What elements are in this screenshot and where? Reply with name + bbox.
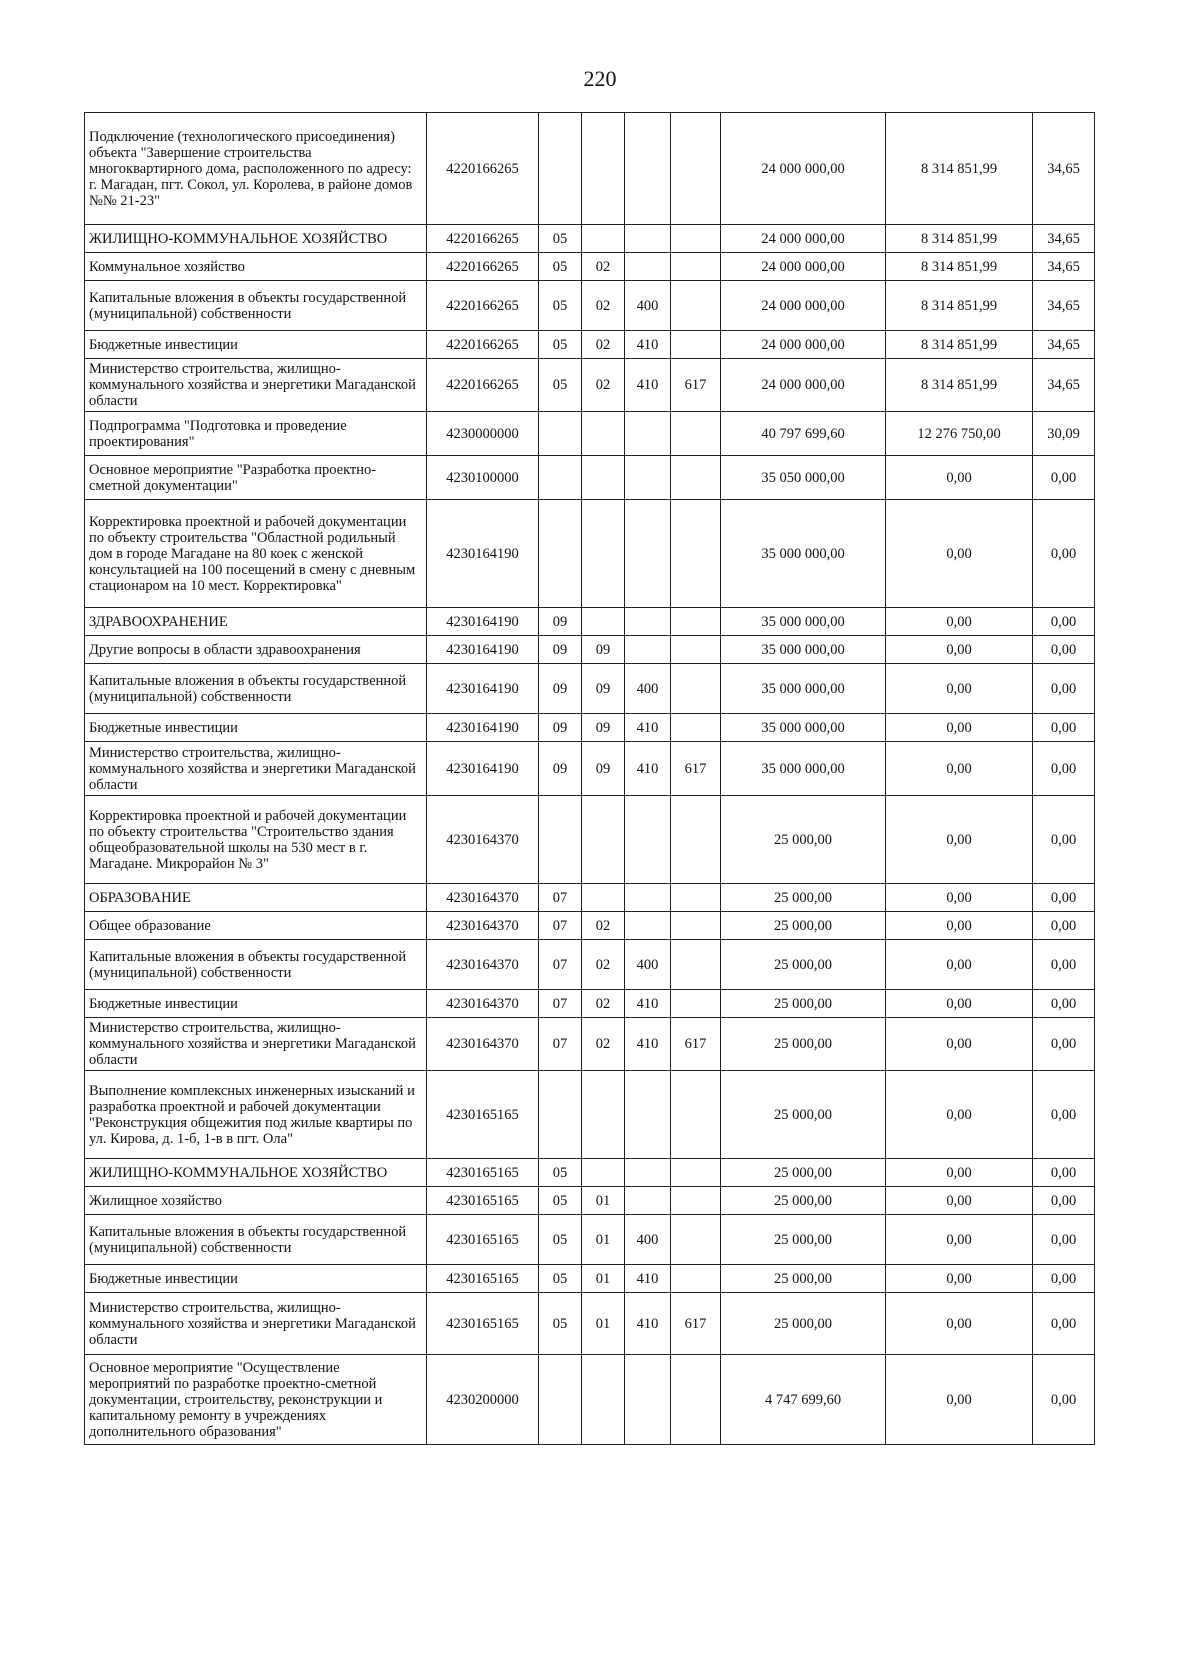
cell-target-code: 4230164190 [427,500,539,608]
cell-planned-amount: 24 000 000,00 [721,253,886,281]
cell-name: Подключение (технологического присоединения) объекта "Завершение строительства многоквартирного дома, расположенного по адресу: г. Магадан, пгт. Сокол, ул. Королева, в районе домов №№ 21-23" [85,113,427,225]
cell-administrator [671,1265,721,1293]
cell-planned-amount: 35 000 000,00 [721,742,886,796]
cell-execution-percent: 30,09 [1033,412,1095,456]
cell-target-code: 4230164370 [427,796,539,884]
cell-administrator: 617 [671,1018,721,1071]
cell-planned-amount: 25 000,00 [721,1265,886,1293]
table-row [85,412,1095,456]
cell-administrator [671,412,721,456]
cell-section: 05 [539,331,582,359]
cell-executed-amount: 0,00 [886,1355,1033,1445]
cell-planned-amount: 25 000,00 [721,884,886,912]
cell-section: 05 [539,253,582,281]
cell-subsection: 02 [582,912,625,940]
cell-administrator [671,912,721,940]
cell-planned-amount: 25 000,00 [721,940,886,990]
cell-administrator [671,1187,721,1215]
cell-administrator [671,884,721,912]
cell-execution-percent: 0,00 [1033,636,1095,664]
cell-planned-amount: 24 000 000,00 [721,113,886,225]
cell-name: Бюджетные инвестиции [85,1265,427,1293]
cell-name: Основное мероприятие "Разработка проектно-сметной документации" [85,456,427,500]
table-row [85,281,1095,331]
cell-expense-type: 410 [625,1265,671,1293]
table-row [85,940,1095,990]
cell-execution-percent: 34,65 [1033,331,1095,359]
cell-subsection: 09 [582,742,625,796]
cell-subsection: 02 [582,281,625,331]
cell-administrator [671,225,721,253]
table-row [85,912,1095,940]
cell-target-code: 4230200000 [427,1355,539,1445]
table-row [85,225,1095,253]
cell-target-code: 4220166265 [427,113,539,225]
cell-administrator: 617 [671,1293,721,1355]
cell-target-code: 4230165165 [427,1215,539,1265]
cell-execution-percent: 0,00 [1033,456,1095,500]
cell-target-code: 4230164370 [427,940,539,990]
cell-executed-amount: 0,00 [886,1159,1033,1187]
cell-name: Капитальные вложения в объекты государственной (муниципальной) собственности [85,281,427,331]
cell-administrator [671,636,721,664]
cell-expense-type: 400 [625,664,671,714]
cell-expense-type [625,113,671,225]
cell-section: 05 [539,359,582,412]
cell-name: ЖИЛИЩНО-КОММУНАЛЬНОЕ ХОЗЯЙСТВО [85,225,427,253]
cell-planned-amount: 24 000 000,00 [721,281,886,331]
cell-planned-amount: 35 000 000,00 [721,608,886,636]
cell-executed-amount: 0,00 [886,796,1033,884]
cell-execution-percent: 0,00 [1033,500,1095,608]
cell-planned-amount: 35 000 000,00 [721,500,886,608]
cell-administrator: 617 [671,742,721,796]
cell-expense-type [625,912,671,940]
cell-subsection: 01 [582,1187,625,1215]
table-row [85,796,1095,884]
cell-subsection [582,608,625,636]
cell-name: Корректировка проектной и рабочей документации по объекту строительства "Областной родильный дом в городе Магадане на 80 коек с женской консультацией на 100 посещений в смену с дневным стационаром на 10 мест. Корректировка" [85,500,427,608]
cell-subsection [582,500,625,608]
cell-administrator [671,1355,721,1445]
cell-subsection: 02 [582,331,625,359]
cell-administrator [671,796,721,884]
cell-name: Общее образование [85,912,427,940]
cell-target-code: 4230164370 [427,990,539,1018]
cell-planned-amount: 35 000 000,00 [721,664,886,714]
cell-section: 07 [539,940,582,990]
cell-section [539,1355,582,1445]
cell-expense-type [625,1355,671,1445]
cell-administrator [671,113,721,225]
cell-target-code: 4220166265 [427,253,539,281]
cell-target-code: 4230164190 [427,742,539,796]
cell-expense-type: 410 [625,1293,671,1355]
cell-executed-amount: 0,00 [886,1018,1033,1071]
cell-subsection: 01 [582,1265,625,1293]
table-row [85,1187,1095,1215]
cell-executed-amount: 0,00 [886,940,1033,990]
cell-administrator [671,608,721,636]
cell-planned-amount: 24 000 000,00 [721,331,886,359]
cell-administrator [671,1215,721,1265]
cell-execution-percent: 0,00 [1033,990,1095,1018]
cell-target-code: 4230100000 [427,456,539,500]
cell-administrator [671,331,721,359]
cell-target-code: 4220166265 [427,225,539,253]
cell-planned-amount: 35 000 000,00 [721,714,886,742]
table-row [85,359,1095,412]
cell-target-code: 4220166265 [427,359,539,412]
table-row [85,1355,1095,1445]
cell-section: 09 [539,608,582,636]
cell-target-code: 4230165165 [427,1187,539,1215]
cell-section [539,500,582,608]
cell-subsection [582,796,625,884]
cell-subsection: 01 [582,1215,625,1265]
cell-execution-percent: 34,65 [1033,113,1095,225]
cell-name: ОБРАЗОВАНИЕ [85,884,427,912]
cell-expense-type [625,1071,671,1159]
cell-expense-type [625,636,671,664]
cell-administrator [671,456,721,500]
cell-executed-amount: 0,00 [886,742,1033,796]
cell-name: Капитальные вложения в объекты государственной (муниципальной) собственности [85,1215,427,1265]
cell-subsection [582,1355,625,1445]
cell-section: 07 [539,990,582,1018]
cell-name: Бюджетные инвестиции [85,331,427,359]
cell-section: 05 [539,1187,582,1215]
cell-executed-amount: 8 314 851,99 [886,331,1033,359]
cell-planned-amount: 40 797 699,60 [721,412,886,456]
cell-planned-amount: 4 747 699,60 [721,1355,886,1445]
cell-planned-amount: 25 000,00 [721,796,886,884]
cell-name: Корректировка проектной и рабочей документации по объекту строительства "Строительство здания общеобразовательной школы на 530 мест в г. Магадане. Микрорайон № 3" [85,796,427,884]
cell-executed-amount: 0,00 [886,884,1033,912]
cell-executed-amount: 0,00 [886,1265,1033,1293]
cell-administrator [671,253,721,281]
cell-execution-percent: 0,00 [1033,1265,1095,1293]
cell-section: 07 [539,1018,582,1071]
cell-executed-amount: 0,00 [886,1071,1033,1159]
cell-target-code: 4230164370 [427,912,539,940]
cell-expense-type [625,412,671,456]
cell-executed-amount: 0,00 [886,714,1033,742]
cell-subsection: 09 [582,664,625,714]
cell-execution-percent: 0,00 [1033,1215,1095,1265]
cell-planned-amount: 35 000 000,00 [721,636,886,664]
cell-section [539,412,582,456]
table-row [85,1293,1095,1355]
cell-execution-percent: 34,65 [1033,225,1095,253]
cell-subsection: 09 [582,636,625,664]
cell-target-code: 4230165165 [427,1293,539,1355]
cell-execution-percent: 0,00 [1033,884,1095,912]
cell-expense-type: 400 [625,281,671,331]
cell-administrator: 617 [671,359,721,412]
table-row [85,884,1095,912]
table-row [85,1018,1095,1071]
cell-target-code: 4230000000 [427,412,539,456]
cell-subsection: 02 [582,1018,625,1071]
cell-target-code: 4230164190 [427,636,539,664]
cell-administrator [671,714,721,742]
cell-administrator [671,940,721,990]
cell-executed-amount: 8 314 851,99 [886,253,1033,281]
cell-planned-amount: 25 000,00 [721,1159,886,1187]
cell-expense-type: 400 [625,1215,671,1265]
cell-subsection [582,412,625,456]
cell-execution-percent: 0,00 [1033,1355,1095,1445]
cell-planned-amount: 24 000 000,00 [721,359,886,412]
cell-section: 07 [539,884,582,912]
table-row [85,636,1095,664]
table-row [85,714,1095,742]
table-row [85,456,1095,500]
cell-expense-type [625,225,671,253]
cell-executed-amount: 0,00 [886,912,1033,940]
cell-executed-amount: 0,00 [886,500,1033,608]
cell-section: 05 [539,1159,582,1187]
cell-execution-percent: 0,00 [1033,940,1095,990]
cell-name: Капитальные вложения в объекты государственной (муниципальной) собственности [85,664,427,714]
cell-administrator [671,500,721,608]
cell-executed-amount: 0,00 [886,456,1033,500]
cell-planned-amount: 25 000,00 [721,912,886,940]
cell-section: 05 [539,1293,582,1355]
cell-target-code: 4230164190 [427,714,539,742]
cell-target-code: 4220166265 [427,281,539,331]
cell-expense-type: 410 [625,331,671,359]
cell-execution-percent: 0,00 [1033,1159,1095,1187]
cell-subsection [582,113,625,225]
cell-executed-amount: 8 314 851,99 [886,113,1033,225]
table-row [85,1071,1095,1159]
cell-expense-type [625,500,671,608]
cell-name: Подпрограмма "Подготовка и проведение проектирования" [85,412,427,456]
cell-executed-amount: 0,00 [886,1187,1033,1215]
cell-section: 05 [539,281,582,331]
cell-subsection [582,225,625,253]
cell-executed-amount: 8 314 851,99 [886,281,1033,331]
cell-name: ЖИЛИЩНО-КОММУНАЛЬНОЕ ХОЗЯЙСТВО [85,1159,427,1187]
cell-execution-percent: 0,00 [1033,664,1095,714]
cell-subsection: 01 [582,1293,625,1355]
cell-section [539,456,582,500]
cell-expense-type [625,884,671,912]
cell-name: Капитальные вложения в объекты государственной (муниципальной) собственности [85,940,427,990]
cell-target-code: 4230165165 [427,1071,539,1159]
cell-executed-amount: 8 314 851,99 [886,359,1033,412]
cell-expense-type [625,1159,671,1187]
cell-name: Выполнение комплексных инженерных изысканий и разработка проектной и рабочей документации "Реконструкция общежития под жилые квартиры по ул. Кирова, д. 1-б, 1-в в пгт. Ола" [85,1071,427,1159]
cell-execution-percent: 0,00 [1033,796,1095,884]
cell-section [539,113,582,225]
cell-execution-percent: 0,00 [1033,714,1095,742]
cell-target-code: 4230164190 [427,608,539,636]
cell-subsection [582,1071,625,1159]
cell-administrator [671,281,721,331]
cell-executed-amount: 0,00 [886,1215,1033,1265]
cell-executed-amount: 8 314 851,99 [886,225,1033,253]
cell-name: Другие вопросы в области здравоохранения [85,636,427,664]
cell-name: Бюджетные инвестиции [85,990,427,1018]
table-row [85,990,1095,1018]
cell-target-code: 4230165165 [427,1159,539,1187]
cell-executed-amount: 0,00 [886,636,1033,664]
cell-expense-type: 410 [625,1018,671,1071]
cell-section: 05 [539,1265,582,1293]
cell-executed-amount: 12 276 750,00 [886,412,1033,456]
cell-execution-percent: 34,65 [1033,253,1095,281]
cell-name: Министерство строительства, жилищно-коммунального хозяйства и энергетики Магаданской области [85,742,427,796]
cell-execution-percent: 0,00 [1033,1071,1095,1159]
table-row [85,113,1095,225]
cell-planned-amount: 25 000,00 [721,990,886,1018]
cell-expense-type [625,456,671,500]
cell-section: 09 [539,636,582,664]
table-row [85,1159,1095,1187]
cell-administrator [671,990,721,1018]
cell-subsection: 02 [582,359,625,412]
cell-expense-type: 410 [625,359,671,412]
cell-execution-percent: 0,00 [1033,608,1095,636]
cell-target-code: 4230165165 [427,1265,539,1293]
cell-target-code: 4230164370 [427,1018,539,1071]
page-number: 220 [583,66,617,91]
cell-administrator [671,1071,721,1159]
cell-section: 09 [539,742,582,796]
cell-subsection: 09 [582,714,625,742]
cell-planned-amount: 35 050 000,00 [721,456,886,500]
cell-administrator [671,1159,721,1187]
table-row [85,742,1095,796]
cell-execution-percent: 0,00 [1033,1293,1095,1355]
cell-execution-percent: 34,65 [1033,359,1095,412]
cell-subsection [582,884,625,912]
cell-name: Министерство строительства, жилищно-коммунального хозяйства и энергетики Магаданской области [85,359,427,412]
cell-expense-type [625,253,671,281]
cell-subsection: 02 [582,990,625,1018]
table-row [85,664,1095,714]
cell-target-code: 4220166265 [427,331,539,359]
cell-expense-type: 410 [625,714,671,742]
cell-target-code: 4230164370 [427,884,539,912]
cell-section: 09 [539,664,582,714]
cell-name: Министерство строительства, жилищно-коммунального хозяйства и энергетики Магаданской области [85,1293,427,1355]
cell-executed-amount: 0,00 [886,1293,1033,1355]
cell-name: Бюджетные инвестиции [85,714,427,742]
cell-planned-amount: 25 000,00 [721,1293,886,1355]
cell-name: Основное мероприятие "Осуществление мероприятий по разработке проектно-сметной документации, строительству, реконструкции и капитальному ремонту в учреждениях дополнительного образования" [85,1355,427,1445]
cell-subsection: 02 [582,940,625,990]
table-body [85,113,1095,1445]
cell-planned-amount: 25 000,00 [721,1071,886,1159]
cell-expense-type [625,1187,671,1215]
cell-administrator [671,664,721,714]
cell-execution-percent: 34,65 [1033,281,1095,331]
cell-expense-type: 410 [625,990,671,1018]
table-row [85,608,1095,636]
cell-subsection [582,1159,625,1187]
table-row [85,500,1095,608]
cell-planned-amount: 25 000,00 [721,1018,886,1071]
cell-section: 09 [539,714,582,742]
cell-execution-percent: 0,00 [1033,912,1095,940]
cell-target-code: 4230164190 [427,664,539,714]
cell-section: 07 [539,912,582,940]
cell-section: 05 [539,225,582,253]
cell-expense-type [625,796,671,884]
cell-section: 05 [539,1215,582,1265]
cell-subsection: 02 [582,253,625,281]
cell-executed-amount: 0,00 [886,664,1033,714]
cell-execution-percent: 0,00 [1033,742,1095,796]
cell-planned-amount: 24 000 000,00 [721,225,886,253]
table-row [85,1215,1095,1265]
cell-section [539,796,582,884]
cell-planned-amount: 25 000,00 [721,1187,886,1215]
table-row [85,331,1095,359]
cell-execution-percent: 0,00 [1033,1018,1095,1071]
table-row [85,1265,1095,1293]
cell-executed-amount: 0,00 [886,990,1033,1018]
cell-name: Министерство строительства, жилищно-коммунального хозяйства и энергетики Магаданской области [85,1018,427,1071]
table-row [85,253,1095,281]
cell-execution-percent: 0,00 [1033,1187,1095,1215]
cell-expense-type [625,608,671,636]
cell-name: ЗДРАВООХРАНЕНИЕ [85,608,427,636]
cell-executed-amount: 0,00 [886,608,1033,636]
cell-name: Коммунальное хозяйство [85,253,427,281]
cell-name: Жилищное хозяйство [85,1187,427,1215]
cell-section [539,1071,582,1159]
cell-planned-amount: 25 000,00 [721,1215,886,1265]
cell-expense-type: 410 [625,742,671,796]
cell-subsection [582,456,625,500]
cell-expense-type: 400 [625,940,671,990]
budget-table [84,112,1095,1445]
